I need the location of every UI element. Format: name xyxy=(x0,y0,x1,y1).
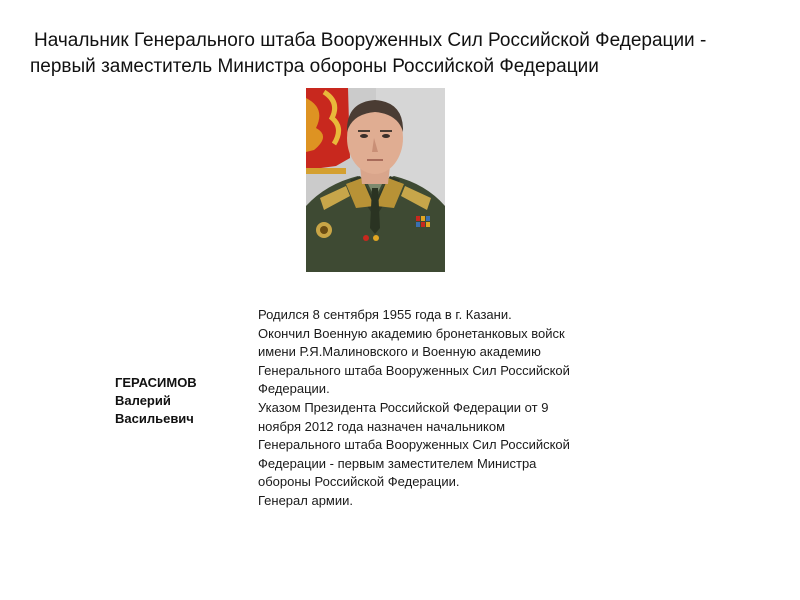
bio-line: имени Р.Я.Малиновского и Военную академию xyxy=(258,344,541,360)
bio-line: ноября 2012 года назначен начальником xyxy=(258,418,506,434)
bio-line: обороны Российской Федерации. xyxy=(258,474,460,490)
portrait-photo xyxy=(306,88,445,272)
bio-line: Федерации - первым заместителем Министра xyxy=(258,455,537,471)
person-patronymic: Васильевич xyxy=(115,411,194,426)
bio-line: Родился 8 сентября 1955 года в г. Казани. xyxy=(258,307,512,322)
bio-line: Генерального штаба Вооруженных Сил Российской xyxy=(258,437,570,453)
bio-line: Генерал армии. xyxy=(258,492,353,508)
bio-line: Федерации. xyxy=(258,381,330,397)
bio-line: Указом Президента Российской Федерации от 9 xyxy=(258,399,549,415)
bio-line: Окончил Военную академию бронетанковых войск xyxy=(258,325,565,341)
title-line-2: первый заместитель Министра обороны Российской Федерации xyxy=(30,56,599,77)
biography-text xyxy=(258,306,658,511)
bio-line: Генерального штаба Вооруженных Сил Российской xyxy=(258,362,570,378)
person-first-name: Валерий xyxy=(115,393,171,408)
page-title xyxy=(30,28,770,80)
person-name xyxy=(115,374,245,428)
title-line-1: Начальник Генерального штаба Вооруженных Сил Российской Федерации - xyxy=(34,30,707,51)
person-surname: ГЕРАСИМОВ xyxy=(115,375,197,390)
